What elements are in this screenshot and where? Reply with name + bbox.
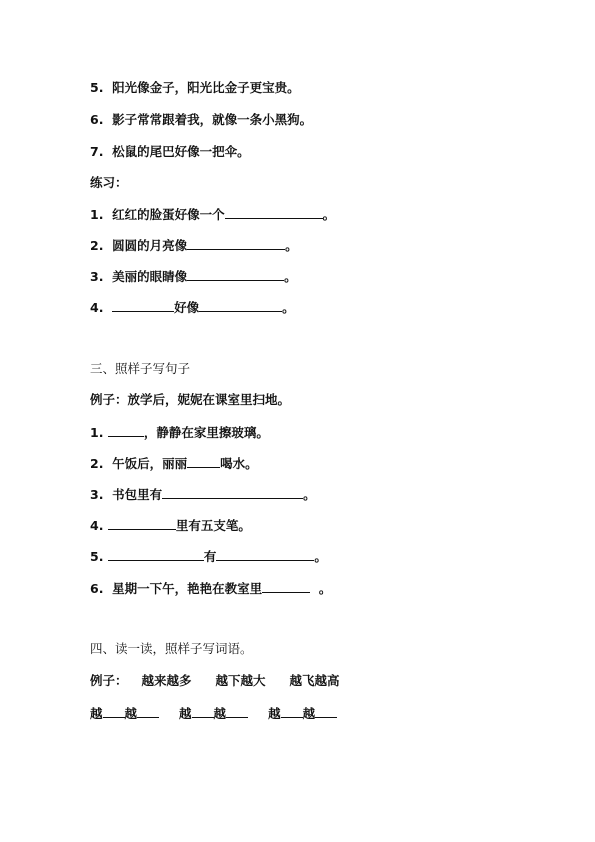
section-3-question-3 [90, 486, 316, 503]
question-middle: 有 [203, 549, 217, 564]
section-4-heading: 四、读一读，照样子写词语。 [90, 641, 253, 656]
section-3-heading: 三、照样子写句子 [90, 361, 191, 376]
answer-blank[interactable] [187, 237, 285, 250]
practice-question-1 [90, 206, 335, 223]
practice-question-3 [90, 268, 297, 285]
practice-question-2 [90, 237, 298, 254]
question-text: 3. 书包里有 [90, 487, 163, 502]
section-3-question-5 [90, 548, 327, 565]
question-end: 。 [314, 549, 327, 564]
answer-blank[interactable] [108, 424, 144, 437]
example-sentence-5: 5. 阳光像金子，阳光比金子更宝贵。 [90, 80, 300, 95]
example-word-1: 越来越多 [141, 673, 192, 688]
question-number: 5. [90, 549, 108, 564]
section-3-question-2 [90, 455, 258, 472]
practice-question-4 [90, 299, 295, 316]
example-sentence-6: 6. 影子常常跟着我，就像一条小黑狗。 [90, 112, 313, 127]
answer-blank[interactable] [262, 580, 310, 593]
word-blank[interactable] [192, 705, 214, 718]
word-blank[interactable] [315, 705, 337, 718]
question-number: 4. [90, 518, 108, 533]
yue-char: 越 [124, 706, 138, 721]
answer-blank-1[interactable] [112, 299, 174, 312]
answer-blank-2[interactable] [199, 299, 282, 312]
answer-blank-1[interactable] [108, 548, 204, 561]
word-blank[interactable] [137, 705, 159, 718]
yue-char: 越 [213, 706, 227, 721]
question-text: 2. 圆圆的月亮像 [90, 238, 188, 253]
question-text: 2. 午饭后，丽丽 [90, 456, 188, 471]
question-middle: 好像 [174, 300, 200, 315]
answer-blank[interactable] [162, 486, 303, 499]
question-end: 。 [285, 238, 298, 253]
question-text: 6. 星期一下午，艳艳在教室里 [90, 581, 263, 596]
question-text: ，静静在家里擦玻璃。 [143, 425, 269, 440]
question-number: 4. [90, 300, 113, 315]
question-end: 。 [303, 487, 316, 502]
question-text: 1. 红红的脸蛋好像一个 [90, 207, 225, 222]
word-blank[interactable] [226, 705, 248, 718]
question-end: 喝水。 [220, 456, 258, 471]
answer-blank-2[interactable] [216, 548, 314, 561]
question-number: 1. [90, 425, 108, 440]
example-sentence-7: 7. 松鼠的尾巴好像一把伞。 [90, 144, 250, 159]
section-4-exercise [90, 705, 337, 722]
yue-char: 越 [268, 706, 281, 721]
example-label: 例子： [90, 673, 128, 688]
section-3-question-6 [90, 580, 331, 597]
section-3-question-1 [90, 424, 269, 441]
section-4-example [90, 673, 340, 689]
question-end: 。 [284, 269, 297, 284]
word-blank[interactable] [103, 705, 125, 718]
answer-blank[interactable] [108, 517, 176, 530]
example-word-2: 越下越大 [215, 673, 266, 688]
practice-label: 练习： [90, 175, 128, 190]
question-end: 。 [310, 581, 332, 596]
question-end: 。 [282, 300, 295, 315]
question-text: 里有五支笔。 [175, 518, 251, 533]
section-3-example: 例子：放学后，妮妮在课室里扫地。 [90, 392, 291, 407]
answer-blank[interactable] [187, 455, 220, 468]
example-word-3: 越飞越高 [289, 673, 340, 688]
yue-char: 越 [179, 706, 192, 721]
word-pattern-1 [90, 706, 159, 721]
answer-blank[interactable] [187, 268, 284, 281]
question-text: 3. 美丽的眼睛像 [90, 269, 188, 284]
word-blank[interactable] [281, 705, 303, 718]
yue-char: 越 [90, 706, 103, 721]
word-pattern-2 [179, 706, 248, 721]
answer-blank[interactable] [225, 206, 323, 219]
word-pattern-3 [268, 706, 337, 721]
question-end: 。 [322, 207, 336, 222]
section-3-question-4 [90, 517, 251, 534]
yue-char: 越 [302, 706, 316, 721]
